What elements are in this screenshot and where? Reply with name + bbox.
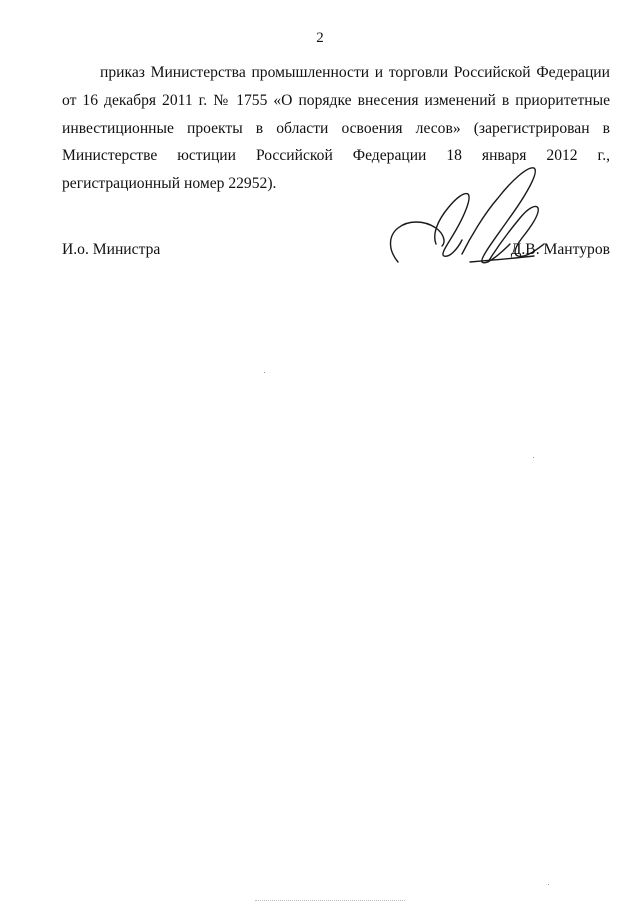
signatory-name: Д.В. Мантуров <box>510 241 610 258</box>
scan-speck <box>533 457 534 458</box>
page-number: 2 <box>316 30 324 46</box>
scan-speck <box>548 884 549 885</box>
signatory-title: И.о. Министра <box>62 241 161 258</box>
document-paragraph: приказ Министерства промышленности и торговли Российской Федерации от 16 декабря 2011 г. № 1755 «О порядке внесения изменений в приоритетные инвестиционные проекты в области освоения лесов» (зарегистрирован в Министерстве юстиции Российской Федерации 18 января 2012 г., регистрационный номер 22952). <box>62 64 610 193</box>
scan-speck <box>264 372 265 373</box>
scan-edge <box>255 900 405 902</box>
